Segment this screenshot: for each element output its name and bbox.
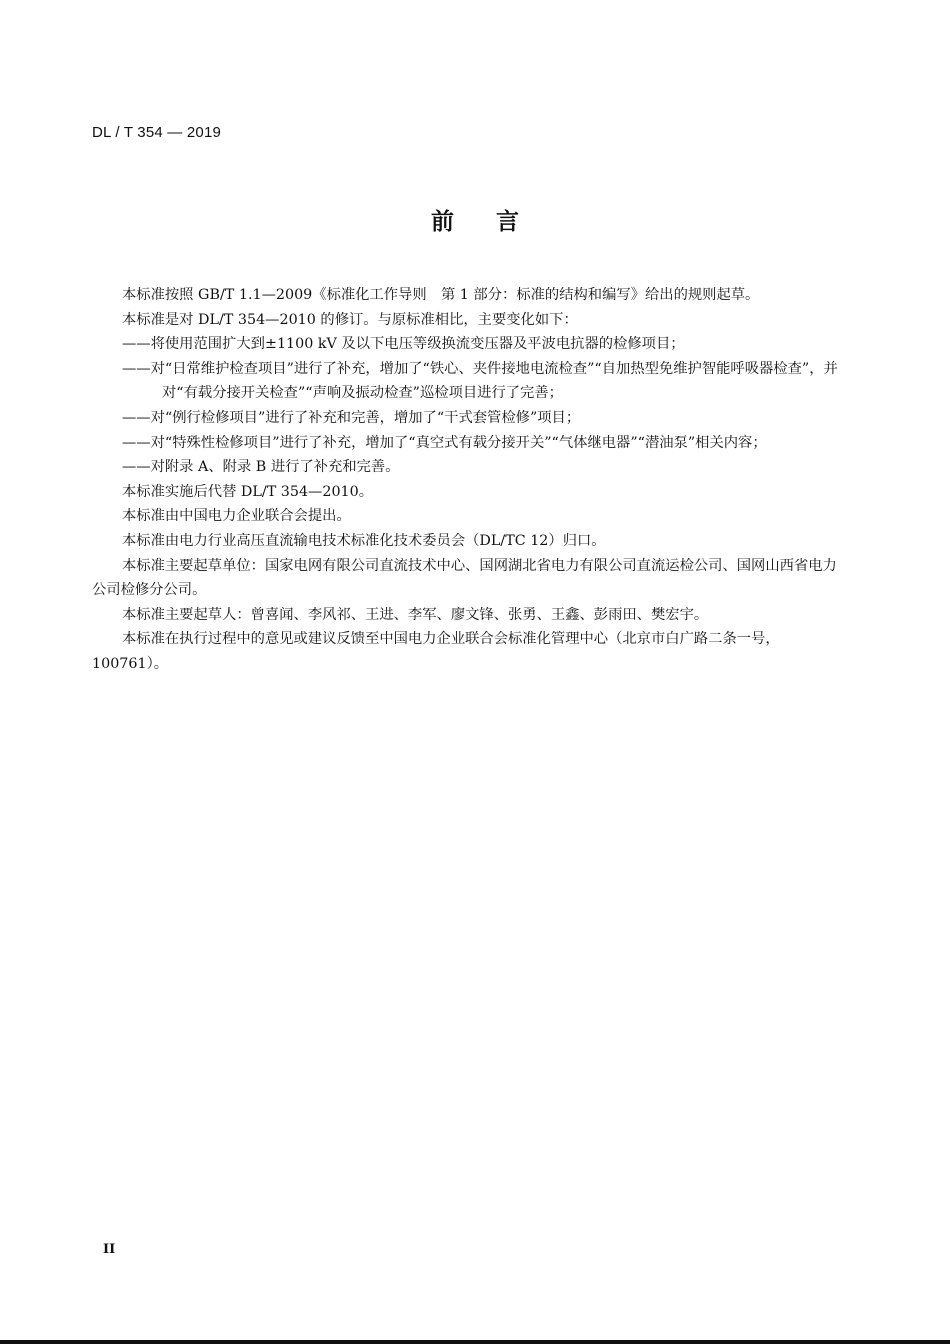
paragraph-revision: 本标准是对 DL/T 354—2010 的修订。与原标准相比，主要变化如下： [122, 311, 578, 328]
paragraph-replaces: 本标准实施后代替 DL/T 354—2010。 [122, 483, 374, 500]
page-number: II [103, 1242, 116, 1257]
change-item: ——将使用范围扩大到±1100 kV 及以下电压等级换流变压器及平波电抗器的检修项目； [122, 336, 685, 353]
paragraph-centralized: 本标准由电力行业高压直流输电技术标准化技术委员会（DL/TC 12）归口。 [122, 532, 606, 549]
paragraph-proposed-by: 本标准由中国电力企业联合会提出。 [122, 508, 351, 525]
foreword-body [92, 283, 842, 677]
change-item: ——对附录 A、附录 B 进行了补充和完善。 [122, 459, 400, 476]
paragraph-drafting-units: 本标准主要起草单位：国家电网有限公司直流技术中心、国网湖北省电力有限公司直流运检公司、国网山西省电力公司检修分公司。 [92, 557, 837, 599]
paragraph-feedback: 本标准在执行过程中的意见或建议反馈至中国电力企业联合会标准化管理中心（北京市白广路二条一号，100761）。 [92, 631, 780, 672]
paragraph-drafters: 本标准主要起草人：曾喜闻、李风祁、王进、李军、廖文锋、张勇、王鑫、彭雨田、樊宏宇。 [122, 606, 709, 623]
change-item: ——对“例行检修项目”进行了补充和完善，增加了“干式套管检修”项目； [122, 409, 581, 426]
change-item: ——对“特殊性检修项目”进行了补充，增加了“真空式有载分接开关”“气体继电器”“潜油泵”相关内容； [122, 434, 767, 451]
bottom-rule [0, 1340, 950, 1344]
document-code: DL / T 354 — 2019 [92, 124, 222, 141]
title-char-2: 言 [496, 209, 519, 235]
paragraph-drafting-rules: 本标准按照 GB/T 1.1—2009《标准化工作导则 第 1 部分：标准的结构和编写》给出的规则起草。 [122, 287, 760, 303]
change-item: ——对“日常维护检查项目”进行了补充，增加了“铁心、夹件接地电流检查”“自加热型免维护智能呼吸器检查”，并对“有载分接开关检查”“声响及振动检查”巡检项目进行了完善； [122, 360, 838, 402]
title-char-1: 前 [431, 209, 454, 235]
page-title [0, 203, 950, 236]
